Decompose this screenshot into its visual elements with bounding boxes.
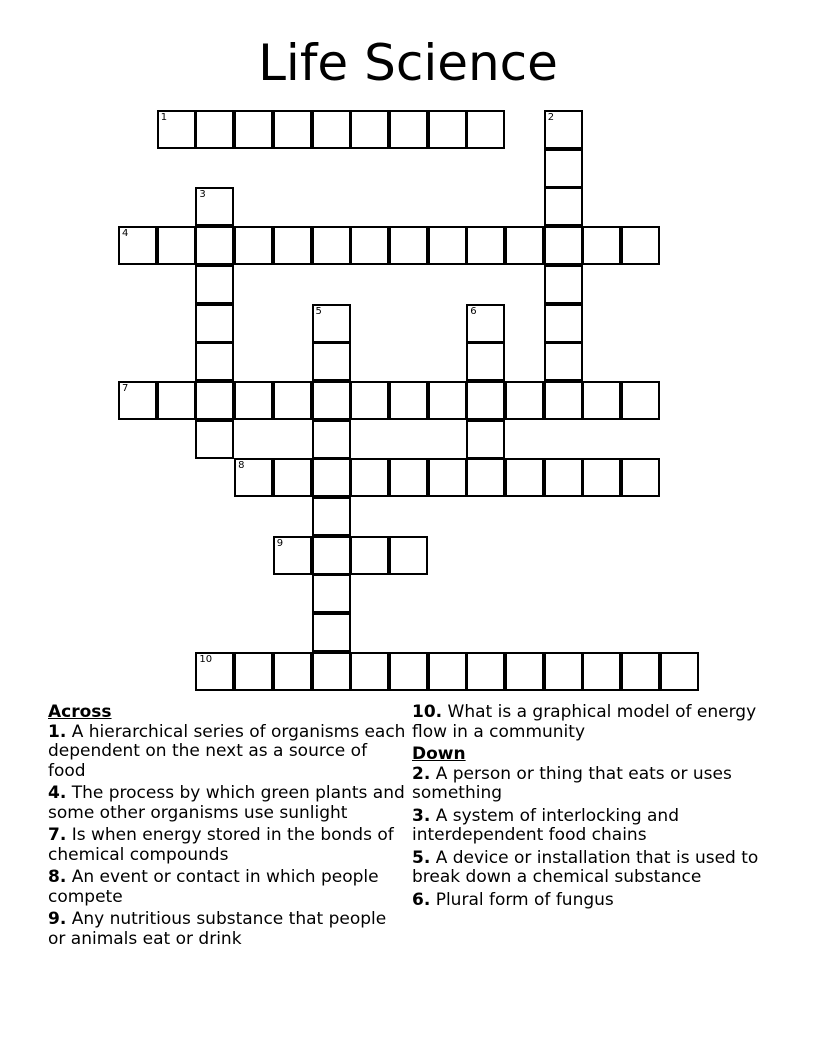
crossword-cell[interactable] [544, 381, 583, 420]
clue-number: 3. [412, 805, 431, 826]
crossword-cell[interactable] [195, 187, 234, 226]
crossword-cell[interactable] [273, 110, 312, 149]
clue-text: A hierarchical series of organisms each dependent on the next as a source of food [48, 721, 406, 781]
crossword-cell[interactable] [389, 536, 428, 575]
crossword-cell[interactable] [234, 381, 273, 420]
clue-text: What is a graphical model of energy flow in a community [412, 702, 757, 742]
crossword-cell[interactable] [312, 497, 351, 536]
clue-across-7 [48, 826, 408, 865]
crossword-cell[interactable] [582, 226, 621, 265]
clue-text: An event or contact in which people compete [48, 867, 379, 907]
clue-number: 2. [412, 763, 431, 784]
page-title: Life Science [258, 34, 558, 92]
crossword-cell[interactable] [582, 381, 621, 420]
clue-across-1 [48, 723, 408, 782]
crossword-cell[interactable] [234, 110, 273, 149]
crossword-cell[interactable] [505, 652, 544, 691]
crossword-cell[interactable] [350, 110, 389, 149]
clue-number-label: 3 [199, 189, 206, 201]
crossword-cell[interactable] [312, 110, 351, 149]
crossword-cell[interactable] [389, 226, 428, 265]
crossword-cell[interactable] [389, 652, 428, 691]
crossword-cell[interactable] [466, 110, 505, 149]
crossword-cell[interactable] [312, 458, 351, 497]
crossword-cell[interactable] [544, 226, 583, 265]
crossword-cell[interactable] [350, 652, 389, 691]
clue-number-label: 8 [238, 460, 245, 472]
crossword-cell[interactable] [195, 381, 234, 420]
crossword-cell[interactable] [389, 458, 428, 497]
crossword-cell[interactable] [350, 226, 389, 265]
clues-left-column [48, 703, 408, 952]
clue-number-label: 9 [276, 537, 284, 549]
clue-text: A system of interlocking and interdependent food chains [412, 805, 679, 845]
crossword-cell[interactable] [544, 187, 583, 226]
crossword-cell[interactable] [312, 304, 351, 343]
clue-text: Plural form of fungus [435, 889, 614, 910]
crossword-cell[interactable] [312, 536, 351, 575]
crossword-cell[interactable] [234, 226, 273, 265]
crossword-cell[interactable] [621, 458, 660, 497]
crossword-cell[interactable] [389, 110, 428, 149]
clue-number-label: 10 [199, 653, 213, 665]
clue-number-label: 1 [160, 112, 168, 123]
crossword-cell[interactable] [312, 342, 351, 381]
crossword-cell[interactable] [544, 265, 583, 304]
clue-number-label: 7 [122, 382, 129, 394]
clue-across-9 [48, 910, 408, 949]
crossword-cell[interactable] [234, 652, 273, 691]
crossword-cell[interactable] [544, 652, 583, 691]
clue-number: 9. [48, 909, 67, 929]
crossword-cell[interactable] [466, 226, 505, 265]
crossword-cell[interactable] [195, 110, 234, 149]
clue-number: 5. [412, 847, 431, 868]
crossword-cell[interactable] [118, 226, 157, 265]
clue-down-2 [412, 765, 762, 804]
crossword-cell[interactable] [660, 652, 699, 691]
crossword-cell[interactable] [466, 458, 505, 497]
crossword-cell[interactable] [195, 226, 234, 265]
clue-number: 7. [48, 825, 67, 845]
crossword-cell[interactable] [234, 458, 273, 497]
crossword-cell[interactable] [544, 304, 583, 343]
clue-number: 4. [48, 783, 67, 803]
clue-number-label: 6 [470, 305, 477, 317]
crossword-cell[interactable] [157, 110, 196, 149]
clue-number-label: 2 [547, 112, 555, 123]
crossword-cell[interactable] [195, 265, 234, 304]
crossword-cell[interactable] [621, 652, 660, 691]
clue-number: 8. [48, 867, 67, 887]
crossword-cell[interactable] [312, 226, 351, 265]
clue-down-3 [412, 807, 762, 846]
crossword-cell[interactable] [273, 381, 312, 420]
across-heading: Across [48, 702, 112, 722]
crossword-cell[interactable] [428, 381, 467, 420]
clues-right-column [412, 703, 762, 913]
crossword-cell[interactable] [466, 342, 505, 381]
crossword-cell[interactable] [428, 458, 467, 497]
clue-number: 1. [48, 721, 67, 742]
clue-text: Any nutritious substance that people or animals eat or drink [48, 909, 387, 949]
crossword-cell[interactable] [582, 458, 621, 497]
crossword-cell[interactable] [157, 381, 196, 420]
crossword-cell[interactable] [544, 110, 583, 149]
crossword-cell[interactable] [350, 458, 389, 497]
crossword-cell[interactable] [195, 420, 234, 459]
crossword-cell[interactable] [195, 342, 234, 381]
crossword-cell[interactable] [195, 652, 234, 691]
crossword-cell[interactable] [273, 458, 312, 497]
crossword-cell[interactable] [312, 574, 351, 613]
clue-across-10 [412, 703, 762, 742]
crossword-cell[interactable] [350, 381, 389, 420]
clue-down-5 [412, 849, 762, 888]
crossword-cell[interactable] [312, 420, 351, 459]
crossword-cell[interactable] [273, 536, 312, 575]
crossword-cell[interactable] [466, 304, 505, 343]
crossword-cell[interactable] [621, 381, 660, 420]
down-heading: Down [412, 744, 466, 764]
clue-across-8 [48, 868, 408, 907]
crossword-cell[interactable] [621, 226, 660, 265]
clue-number: 6. [412, 889, 431, 910]
crossword-cell[interactable] [273, 652, 312, 691]
crossword-cell[interactable] [312, 613, 351, 652]
clue-text: The process by which green plants and some other organisms use sunlight [48, 783, 405, 823]
clue-text: A person or thing that eats or uses something [412, 763, 732, 803]
crossword-cell[interactable] [544, 458, 583, 497]
crossword-cell[interactable] [505, 381, 544, 420]
crossword-cell[interactable] [582, 652, 621, 691]
crossword-cell[interactable] [273, 226, 312, 265]
crossword-cell[interactable] [466, 381, 505, 420]
crossword-cell[interactable] [389, 381, 428, 420]
crossword-cell[interactable] [544, 342, 583, 381]
crossword-cell[interactable] [505, 458, 544, 497]
crossword-cell[interactable] [428, 226, 467, 265]
crossword-cell[interactable] [118, 381, 157, 420]
clue-across-4 [48, 784, 408, 823]
clue-number-label: 4 [122, 228, 129, 240]
crossword-cell[interactable] [466, 652, 505, 691]
clue-text: A device or installation that is used to break down a chemical substance [412, 847, 759, 887]
clue-number-label: 5 [315, 305, 322, 317]
crossword-cell[interactable] [544, 149, 583, 188]
crossword-cell[interactable] [466, 420, 505, 459]
crossword-cell[interactable] [350, 536, 389, 575]
clue-down-6 [412, 891, 762, 911]
crossword-cell[interactable] [428, 652, 467, 691]
crossword-cell[interactable] [428, 110, 467, 149]
crossword-cell[interactable] [312, 652, 351, 691]
clue-text: Is when energy stored in the bonds of chemical compounds [48, 825, 394, 865]
crossword-cell[interactable] [157, 226, 196, 265]
crossword-cell[interactable] [312, 381, 351, 420]
crossword-cell[interactable] [195, 304, 234, 343]
clue-number: 10. [412, 702, 443, 722]
crossword-cell[interactable] [505, 226, 544, 265]
